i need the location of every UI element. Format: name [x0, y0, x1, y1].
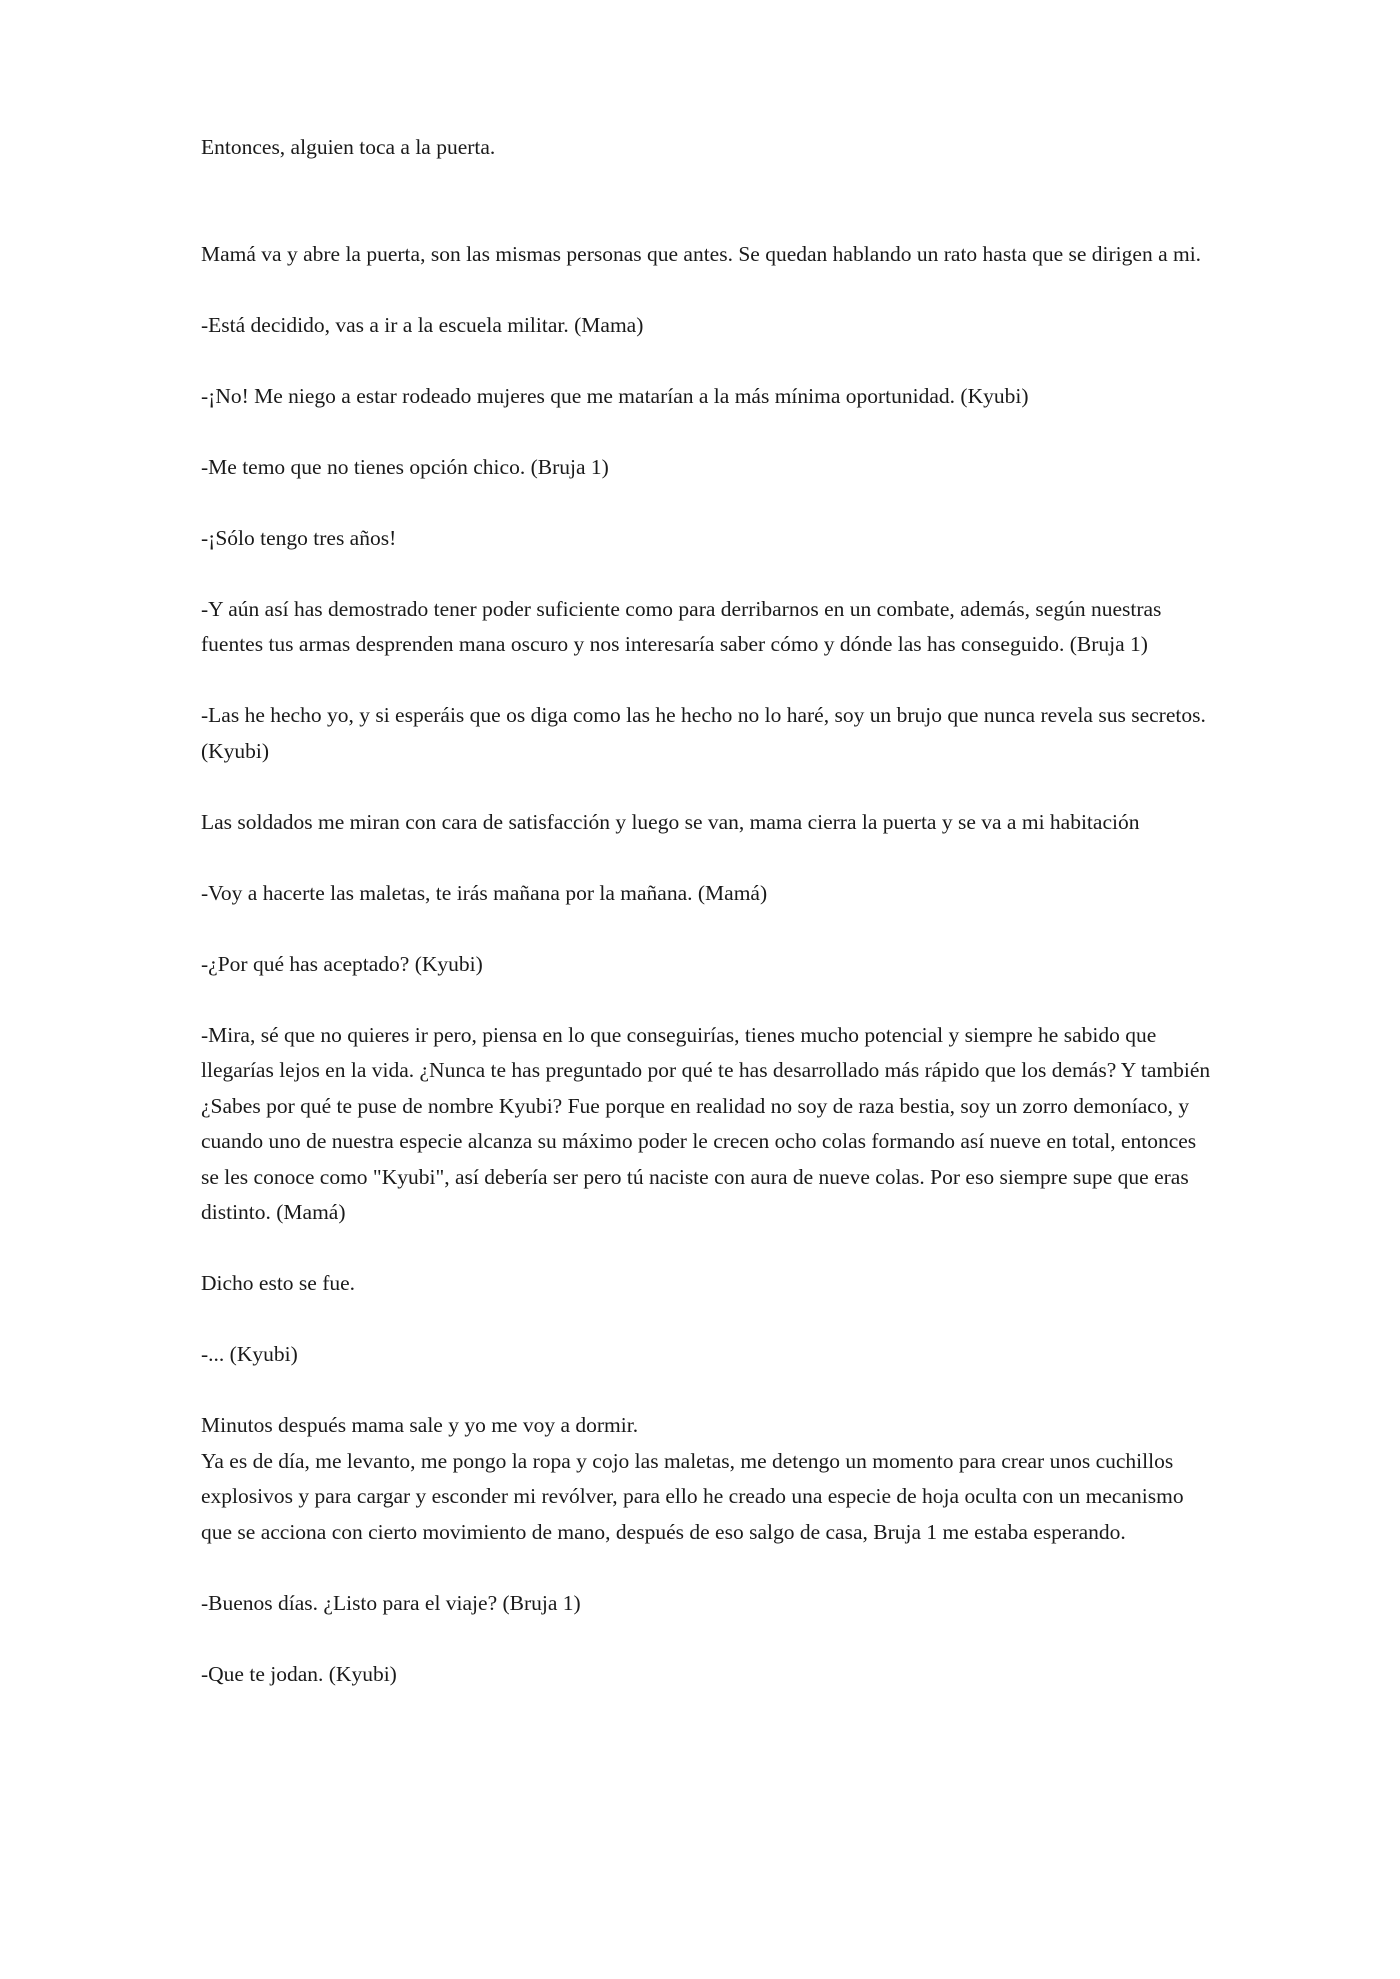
paragraph-12: -Mira, sé que no quieres ir pero, piensa en lo que conseguirías, tienes mucho potencial y siempre he sabido que llegarías lejos en la vida. ¿Nunca te has preguntado por qué te has desarrollado más rápido que los demás? Y también ¿Sabes por qué te puse de nombre Kyubi? Fue porque en realidad no soy de raza bestia, soy un zorro demoníaco, y cuando uno de nuestra especie alcanza su máximo poder le crecen ocho colas formando así nueve en total, entonces se les conoce como "Kyubi", así debería ser pero tú naciste con aura de nueve colas. Por eso siempre supe que eras distinto. (Mamá) [201, 1022, 1211, 1224]
paragraph-11: -¿Por qué has aceptado? (Kyubi) [201, 951, 483, 976]
paragraph-14: -... (Kyubi) [201, 1342, 298, 1366]
paragraph-16: Ya es de día, me levanto, me pongo la ropa y cojo las maletas, me detengo un momento para crear unos cuchillos explosivos y para cargar y esconder mi revólver, para ello he creado una especie de hoja oculta con un mecanismo que se acciona con cierto movimiento de mano, después de eso salgo de casa, Bruja 1 me estaba esperando. [201, 1448, 1184, 1544]
paragraph-6: -¡Sólo tengo tres años! [201, 525, 397, 550]
paragraph-9: Las soldados me miran con cara de satisfacción y luego se van, mama cierra la puerta y se va a mi habitación [201, 809, 1140, 834]
paragraph-18: -Que te jodan. (Kyubi) [201, 1661, 397, 1686]
paragraph-1: Entonces, alguien toca a la puerta. [201, 135, 496, 159]
paragraph-2: Mamá va y abre la puerta, son las mismas personas que antes. Se quedan hablando un rato hasta que se dirigen a mi. [201, 241, 1202, 266]
paragraph-8: -Las he hecho yo, y si esperáis que os diga como las he hecho no lo haré, soy un brujo que nunca revela sus secretos. (Kyubi) [201, 703, 1206, 763]
paragraph-17: -Buenos días. ¿Listo para el viaje? (Bruja 1) [201, 1590, 581, 1615]
paragraph-3: -Está decidido, vas a ir a la escuela militar. (Mama) [201, 312, 644, 337]
paragraph-15: Minutos después mama sale y yo me voy a dormir. [201, 1413, 639, 1437]
paragraph-13: Dicho esto se fue. [201, 1271, 356, 1295]
paragraph-5: -Me temo que no tienes opción chico. (Bruja 1) [201, 454, 609, 479]
paragraph-10: -Voy a hacerte las maletas, te irás mañana por la mañana. (Mamá) [201, 880, 768, 905]
paragraph-7: -Y aún así has demostrado tener poder suficiente como para derribarnos en un combate, además, según nuestras fuentes tus armas desprenden mana oscuro y nos interesaría saber cómo y dónde las has conseguido. (Bruja 1) [201, 596, 1162, 656]
document-body [201, 130, 1211, 1692]
paragraph-4: -¡No! Me niego a estar rodeado mujeres que me matarían a la más mínima oportunidad. (Kyubi) [201, 383, 1029, 408]
